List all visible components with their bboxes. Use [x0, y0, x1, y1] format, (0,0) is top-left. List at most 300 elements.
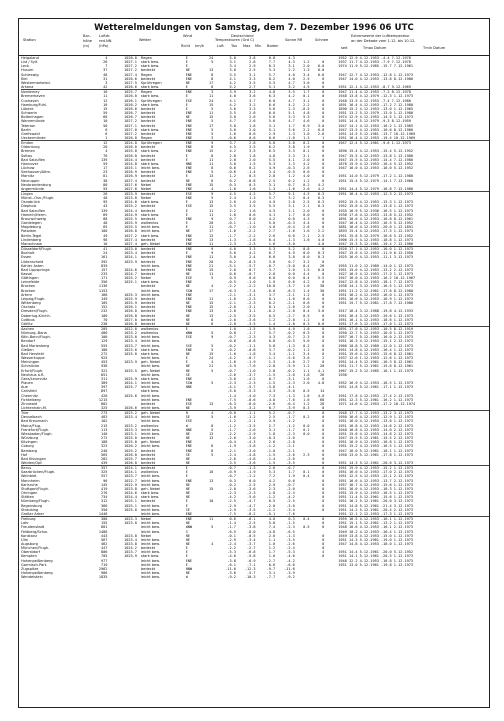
temp-max-cell: -3.8 — [266, 385, 276, 390]
temp-air-cell: 2.0 — [229, 200, 236, 205]
precipitation-cell: 6.9 — [303, 123, 310, 128]
station-height-cell: 851 — [101, 372, 108, 377]
station-height-cell: 155 — [101, 521, 108, 526]
extremes-cell: 1937 12.6 1.12.1953 -12.6 1.12.1973 — [338, 356, 414, 361]
temp-dew-cell: -1.0 — [246, 368, 256, 373]
pressure-cell: 1023.4 — [124, 537, 137, 542]
weather-cell: bedeckt — [140, 296, 156, 301]
temp-min-cell: 3.2 — [288, 85, 295, 90]
temp-dew-cell: -7.6 — [246, 364, 256, 369]
precipitation-cell: 2.3 — [303, 335, 310, 340]
snow-depth-cell: 0 — [322, 149, 325, 154]
temp-max-cell: 5.7 — [268, 72, 276, 77]
station-name-cell: Lübeck — [21, 106, 34, 111]
wind-speed-cell: 15 — [208, 204, 214, 209]
snow-depth-cell: 0 — [322, 174, 325, 179]
snow-depth-cell: 0 — [322, 157, 325, 162]
temp-dew-cell: -4.0 — [246, 393, 256, 398]
station-name-cell: Emden — [21, 141, 92, 146]
temp-min-cell: 0.6 — [288, 478, 295, 483]
snow-depth-cell: 4.1 — [317, 368, 325, 373]
station-name-cell: Meiningen — [21, 360, 40, 365]
wind-speed-cell: 5 — [211, 127, 214, 132]
weather-cell: leicht bew. — [140, 562, 160, 567]
header-boden: Boden — [267, 44, 279, 48]
weather-cell: stark bew. — [140, 102, 160, 107]
temp-air-cell: 0.3 — [229, 478, 236, 483]
temp-max-cell: 5.6 — [268, 119, 276, 124]
temp-air-cell: 4.7 — [229, 119, 236, 124]
extremes-cell: 1951 11.7 5.12.1961 -15.6 8.12.1961 — [338, 364, 414, 369]
temp-dew-cell: -6.9 — [246, 558, 256, 563]
temp-air-cell: -5.0 — [227, 389, 236, 394]
precipitation-cell: 2.0 — [303, 157, 310, 162]
temp-dew-cell: 2.6 — [249, 115, 256, 120]
snow-depth-cell: 0.0 — [317, 68, 325, 73]
temp-max-cell: 6.6 — [268, 102, 276, 107]
wind-direction-cell: WNW — [185, 525, 192, 530]
snow-depth-cell: 0.8 — [317, 72, 325, 77]
extremes-cell: 1951 16.0 4.12.1953 -18.3 1.12.1973 — [338, 486, 414, 491]
wind-direction-cell: SE — [185, 452, 190, 457]
pressure-cell: 1027.4 — [124, 178, 137, 183]
temp-max-cell: -1.5 — [266, 372, 276, 377]
station-name-cell: Lichtenhain-M. — [21, 405, 48, 410]
temp-max-cell: -7.7 — [266, 575, 276, 580]
station-height-cell: 139 — [101, 208, 108, 213]
station-height-cell: 26 — [92, 192, 109, 197]
temp-air-cell: -1.6 — [227, 415, 236, 420]
station-height-cell: 20 — [103, 145, 108, 150]
extremes-cell: 1947 15.5 4.12.1953 -14.4 7.12.1980 — [338, 157, 414, 162]
temp-dew-cell: 3.1 — [249, 309, 256, 314]
wind-direction-cell: ESE — [186, 192, 203, 197]
pressure-cell: 1027.4 — [124, 237, 137, 242]
station-name-cell: Schwerin — [21, 111, 38, 116]
station-name-cell: Augsburg — [21, 541, 38, 546]
snow-depth-cell: 4.0 — [317, 241, 325, 246]
weather-cell: stark bew. — [140, 389, 160, 394]
station-height-cell: 938 — [101, 364, 108, 369]
temp-max-cell: -0.7 — [266, 263, 276, 268]
station-height-cell: 806 — [101, 550, 108, 555]
snow-depth-cell: 0.0 — [317, 127, 325, 132]
wind-speed-cell: 17 — [208, 229, 214, 234]
precipitation-cell: 0.5 — [303, 389, 310, 394]
weather-cell: bedeckt — [139, 192, 186, 197]
wind-direction-cell: WNW — [185, 331, 192, 336]
station-height-cell: 282 — [101, 456, 108, 461]
station-name-cell: Freiburg — [21, 517, 92, 522]
header-luftdr: Luftdr. — [99, 34, 111, 38]
temp-dew-cell: 2.0 — [249, 157, 256, 162]
precipitation-cell: 0.2 — [303, 182, 310, 187]
weather-cell: bedeckt — [140, 461, 156, 465]
wind-speed-cell: 5 — [211, 60, 214, 65]
station-name-cell: Essen — [21, 255, 32, 260]
snow-depth-cell: 26 — [320, 372, 325, 377]
wind-speed-cell: 20 — [208, 259, 214, 264]
station-height-cell: 389 — [101, 381, 108, 386]
temp-air-cell: 0.8 — [229, 331, 236, 336]
extremes-cell: 1951 15.4 5.12.1979 -14.1 7.12.1980 — [338, 178, 414, 183]
extremes-cell: 1891 16.4 4.12.1953 -17.2 7.12.1980 — [338, 102, 414, 107]
snow-depth-cell: 0 — [310, 141, 325, 146]
temp-air-cell: 0.2 — [229, 178, 236, 183]
wind-direction-cell: NE — [185, 521, 190, 526]
wind-speed-cell: 11 — [208, 94, 214, 99]
station-name-cell: Cuxhaven — [21, 98, 39, 103]
temp-max-cell: -4.3 — [266, 389, 276, 394]
temp-dew-cell: -6.8 — [246, 550, 256, 555]
wind-direction-cell: ENE — [185, 216, 192, 221]
weather-cell: leicht bew. — [140, 575, 160, 580]
pressure-cell: 1025.9 — [124, 221, 137, 226]
pressure-cell: 1024.4 — [124, 208, 137, 213]
station-height-cell: 55 — [103, 186, 108, 191]
weather-cell: Nebel — [140, 182, 152, 187]
snow-depth-cell: 0 — [322, 119, 325, 124]
extremes-cell: 1951 16.2 5.12.1961 -20.0 3.12.1973 — [338, 499, 414, 504]
temp-max-cell: -1.0 — [266, 448, 276, 453]
pressure-cell: 1024.0 — [124, 200, 137, 205]
temp-min-cell: -2.0 — [286, 486, 295, 491]
station-name-cell: Plauen — [21, 381, 33, 386]
station-height-cell: 1446 — [98, 511, 108, 516]
precipitation-cell: 1.1 — [303, 368, 310, 373]
extremes-cell: 1893 15.4 4.12.1953 -17.5 1.12.1973 — [338, 229, 414, 234]
wind-direction-cell: E — [185, 200, 188, 205]
station-height-cell: 188 — [101, 440, 108, 445]
temp-max-cell: -4.0 — [266, 397, 276, 402]
temp-min-cell: 3.6 — [288, 127, 295, 132]
temp-air-cell: 5.0 — [229, 251, 236, 256]
temp-min-cell: 0.2 — [288, 178, 295, 183]
temp-air-cell: -3.9 — [227, 405, 236, 410]
temp-max-cell: 5.7 — [268, 331, 276, 336]
extremes-cell: 1951 16.0 4.12.1953 -13.6 1.12.1973 — [338, 419, 414, 424]
temp-dew-cell: 3.5 — [249, 204, 256, 209]
temp-air-cell: -6.5 — [227, 529, 236, 534]
weather-cell: leicht bew. — [140, 474, 160, 479]
wind-speed-cell: 15 — [208, 267, 214, 272]
snow-depth-cell: 0 — [322, 259, 325, 264]
weather-cell: wolkenlos — [140, 221, 159, 226]
extremes-cell: 1952 16.9 4.12.1953 -16.5 1.12.1973 — [338, 381, 414, 386]
precipitation-cell: 2.0 — [303, 208, 310, 213]
temp-max-cell: -1.5 — [266, 461, 276, 465]
temp-min-cell: -2.1 — [286, 448, 295, 453]
temp-max-cell: 0.5 — [268, 313, 276, 318]
station-name-cell: Kassel — [21, 271, 33, 276]
wind-speed-cell: 13 — [208, 200, 214, 205]
extremes-cell: 1951 12.3 5.12.1961 -16.2 1.12.1973 — [338, 397, 414, 402]
temp-dew-cell: -4.3 — [246, 440, 256, 445]
temp-max-cell: 7.3 — [268, 393, 276, 398]
precipitation-cell: 2.5 — [303, 76, 310, 81]
weather-cell: bedeckt — [140, 267, 156, 272]
station-height-cell: 325 — [101, 405, 108, 410]
pressure-cell: 1024.4 — [124, 495, 137, 500]
wind-direction-cell: NE — [185, 68, 190, 73]
precipitation-cell: 0.6 — [303, 296, 310, 301]
station-height-cell: 26 — [103, 60, 108, 65]
weather-cell: Nebel — [139, 517, 186, 522]
pressure-cell: 1025.3 — [124, 292, 137, 297]
extremes-cell: 1951 16.3 4.12.1953 -15.1 2.12.1973 — [338, 339, 414, 344]
station-height-cell: 232 — [101, 309, 108, 314]
precipitation-cell: 3.1 — [303, 153, 310, 158]
pressure-cell: 1026.0 — [124, 461, 137, 465]
station-height-cell: 882 — [101, 401, 108, 406]
snow-depth-cell: 1 — [322, 135, 325, 140]
station-name-cell: Hameln/Herm. — [21, 212, 47, 217]
temp-air-cell: 0.9 — [229, 276, 236, 281]
temp-min-cell: 0.0 — [288, 233, 295, 238]
station-height-cell: 149 — [101, 296, 108, 301]
temp-dew-cell: -0.8 — [246, 339, 256, 344]
pressure-cell: 1023.7 — [124, 343, 137, 348]
snow-depth-cell: 0 — [322, 296, 325, 301]
precipitation-cell: 0.3 — [303, 321, 310, 326]
temp-max-cell: 1.0 — [268, 554, 276, 559]
station-height-cell: 12 — [103, 98, 108, 103]
temp-min-cell: -0.3 — [286, 166, 295, 171]
wind-direction-cell: ENE — [185, 145, 192, 150]
weather-cell: Nebel — [140, 186, 152, 191]
document-page — [18, 18, 490, 708]
extremes-cell: 1951 14.0 5.12.1979 -17.2 1.12.1980 — [338, 174, 414, 179]
station-height-cell: 85 — [103, 225, 108, 230]
weather-cell: bedeckt — [140, 436, 156, 441]
temp-dew-cell: -3.8 — [246, 444, 256, 449]
temp-air-cell: 3.6 — [229, 106, 236, 111]
precipitation-cell: 1.2 — [303, 178, 310, 183]
temp-air-cell: 3.8 — [229, 123, 236, 128]
station-name-cell: Westermarkelsd. — [21, 80, 51, 85]
wind-speed-cell: 11 — [208, 225, 214, 230]
temp-min-cell: 0.3 — [275, 517, 295, 522]
wind-direction-cell: ENE — [185, 182, 192, 187]
precipitation-cell: 3.4 — [303, 351, 310, 356]
snow-depth-cell: 0 — [322, 208, 325, 213]
temp-dew-cell: -1.8 — [246, 351, 256, 356]
pressure-cell: 1027.4 — [124, 72, 137, 77]
precipitation-cell: 1.6 — [303, 397, 310, 402]
precipitation-cell: 0.4 — [295, 517, 310, 522]
extremes-cell: 1951 14.3 5.12.1961 -19.0 1.12.1973 — [338, 537, 414, 542]
temp-min-cell: -3.1 — [286, 376, 295, 381]
extremes-cell: 1951 15.2 4.12.1953 -16.5 1.12.1973 — [338, 444, 414, 449]
precipitation-cell: 1.8 — [303, 393, 310, 398]
temp-air-cell: -0.9 — [227, 470, 236, 475]
temp-min-cell: -2.4 — [286, 491, 295, 496]
temp-dew-cell: -0.8 — [246, 178, 256, 183]
pressure-cell: 1027.2 — [124, 64, 137, 69]
weather-cell: Regen — [139, 90, 186, 95]
station-height-cell: 152 — [101, 305, 108, 310]
temp-max-cell: 5.1 — [268, 127, 276, 132]
temp-max-cell: 6.3 — [268, 94, 276, 99]
extremes-cell: 1951 14.8 4.12.1953 -16.4 1.12.1973 — [338, 347, 414, 352]
temp-min-cell: -3.0 — [286, 241, 295, 246]
weather-cell: leicht bew. — [140, 229, 160, 234]
temp-dew-cell: -3.1 — [246, 292, 256, 297]
temp-air-cell: -0.5 — [227, 280, 236, 285]
precipitation-cell: 0.1 — [303, 470, 310, 475]
temp-min-cell: -2.6 — [286, 456, 295, 461]
temp-air-cell: 3.1 — [229, 60, 236, 65]
temp-air-cell: 1.0 — [216, 327, 236, 332]
header-extrem2: an der Dekade vom 1.12. bis 10.12. — [351, 39, 416, 43]
temp-dew-cell: 2.6 — [249, 119, 256, 124]
pressure-cell: 1025.7 — [124, 385, 137, 390]
station-height-cell: 273 — [92, 411, 109, 416]
temp-max-cell: 2.8 — [268, 368, 276, 373]
temp-dew-cell: 1.3 — [249, 196, 256, 201]
station-name-cell: Nürburg.-Barw. — [21, 331, 48, 336]
temp-max-cell: -1.5 — [266, 381, 276, 386]
table-row — [21, 575, 489, 579]
wind-speed-cell: 5 — [211, 381, 214, 386]
temp-dew-cell: -3.6 — [246, 317, 256, 322]
temp-dew-cell: 0.7 — [249, 267, 256, 272]
station-height-cell: 925 — [101, 356, 108, 361]
temp-max-cell: 2.6 — [256, 466, 276, 471]
precipitation-cell: 2.0 — [303, 381, 310, 386]
station-height-cell: 70 — [103, 317, 108, 322]
temp-dew-cell: -2.6 — [246, 427, 256, 432]
station-height-cell: 233 — [101, 271, 108, 276]
weather-cell: leicht bew. — [140, 372, 160, 377]
pressure-cell: 1027.6 — [124, 186, 137, 191]
snow-depth-cell: 0.0 — [317, 64, 325, 69]
pressure-cell: 1027.0 — [124, 317, 137, 322]
weather-cell: leicht bew. — [140, 415, 160, 420]
temp-min-cell: -3.9 — [286, 571, 295, 576]
wind-speed-cell: 8 — [211, 145, 214, 150]
snow-depth-cell: 20 — [320, 364, 325, 369]
temp-min-cell: -7.6 — [286, 511, 295, 516]
temp-air-cell: -6.3 — [227, 288, 236, 293]
weather-cell: bedeckt — [140, 259, 156, 264]
temp-dew-cell: 0.6 — [249, 276, 256, 281]
temp-max-cell: 5.5 — [268, 157, 276, 162]
temp-air-cell: -1.2 — [227, 423, 236, 428]
temp-max-cell: 4.3 — [268, 335, 276, 340]
station-height-cell: 1 — [105, 135, 108, 140]
temp-min-cell: 3.8 — [288, 145, 295, 150]
extremes-cell: 1928 17.1 4.12.1953 -10.0 1.12.1973 — [324, 247, 489, 252]
snow-depth-cell: 0 — [322, 331, 325, 336]
extremes-cell: 1947 14.0 4.12.1953 -13.8 8.12.1980 — [338, 76, 414, 81]
station-height-cell: 129 — [101, 339, 108, 344]
extremes-cell: 1966 10.8 3.12.1989 -12.0 1.12.1973 — [338, 343, 414, 348]
wind-speed-cell: 5 — [211, 106, 214, 111]
wind-direction-cell: NE — [185, 313, 190, 318]
pressure-cell: 1026.6 — [124, 106, 137, 111]
weather-cell: leicht bew. — [140, 444, 160, 449]
weather-cell: bedeckt — [140, 178, 156, 183]
station-height-cell: 6 — [105, 127, 108, 132]
weather-cell: Sprühregen — [140, 80, 162, 85]
temp-min-cell: -5.6 — [286, 356, 295, 361]
temp-dew-cell: -2.3 — [246, 241, 256, 246]
precipitation-cell: 3.1 — [303, 98, 310, 103]
wind-speed-cell: 9 — [203, 247, 217, 252]
temp-dew-cell: 2.9 — [249, 64, 256, 69]
station-name-cell: Bad Marienberg — [21, 343, 50, 348]
wind-speed-cell: 24 — [208, 56, 214, 60]
extremes-cell: 1971 14.6 4.12.1953 -17.2 10.12.1974 — [338, 401, 416, 406]
temp-max-cell: 1.7 — [268, 550, 276, 555]
temp-min-cell: -1.7 — [286, 415, 295, 420]
wind-speed-cell: 20 — [208, 221, 214, 226]
weather-cell: leicht bew. — [140, 356, 160, 361]
pressure-cell: 1024.2 — [124, 546, 137, 551]
temp-air-cell: -2.2 — [227, 431, 236, 436]
temp-min-cell: -2.1 — [286, 292, 295, 297]
pressure-cell — [109, 575, 138, 579]
precipitation-cell: 0.1 — [303, 94, 310, 99]
temp-min-cell: -1.3 — [286, 343, 295, 348]
pressure-cell: 1023.2 — [124, 423, 137, 428]
temp-air-cell: 0.3 — [229, 182, 236, 187]
temp-max-cell: 5.6 — [268, 115, 276, 120]
temp-min-cell: 4.0 — [288, 76, 295, 81]
temp-dew-cell: 0.3 — [249, 182, 256, 187]
precipitation-cell: 0.4 — [303, 474, 310, 479]
temp-min-cell: -0.7 — [286, 482, 295, 487]
temp-max-cell: 2.8 — [268, 271, 276, 276]
temp-dew-cell: -5.7 — [246, 571, 256, 576]
extremes-cell: 1948 16.6 4.12.1953 -16.1 2.12.1973 — [338, 525, 414, 530]
wind-speed-cell: 11 — [208, 296, 214, 301]
station-name-cell: Teterow — [21, 123, 35, 128]
snow-depth-cell — [310, 575, 325, 579]
temp-dew-cell: -1.0 — [246, 225, 256, 230]
temp-min-cell: -5.0 — [286, 263, 295, 268]
wind-speed-cell: 4 — [211, 541, 214, 546]
header-wind: Wind — [183, 34, 193, 38]
snow-depth-cell: 0 — [322, 351, 325, 356]
header-seit: seit — [341, 46, 348, 50]
temp-max-cell: 5.7 — [268, 196, 276, 201]
snow-depth-cell: 0 — [322, 170, 325, 175]
snow-depth-cell: 0 — [322, 456, 325, 461]
snow-depth-cell: 0 — [310, 517, 325, 522]
extremes-cell: 1951 16.4 3.12.1953 -19.6 1.12.1973 — [338, 313, 414, 318]
temp-max-cell: 4.9 — [268, 200, 276, 205]
station-name-cell: Bremen — [21, 149, 35, 154]
temp-max-cell: 2.7 — [268, 229, 276, 234]
weather-cell: bedeckt — [140, 145, 156, 150]
wind-direction-cell: NE — [185, 80, 190, 85]
station-height-cell: 49 — [103, 233, 108, 238]
pressure-cell: 1022.9 — [124, 482, 137, 487]
weather-cell: leicht bew. — [140, 521, 160, 526]
pressure-cell: 1026.9 — [124, 174, 137, 179]
snow-depth-cell: 0 — [322, 448, 325, 453]
snow-depth-cell: 0 — [322, 360, 325, 365]
station-height-cell: 357 — [92, 466, 109, 471]
temp-max-cell: 5.8 — [268, 521, 276, 526]
snow-depth-cell: 0 — [322, 85, 325, 90]
temp-air-cell: -3.6 — [227, 571, 236, 576]
weather-cell: leicht bew. — [140, 482, 160, 487]
temp-dew-cell: -5.8 — [246, 554, 256, 559]
pressure-cell: 1026.6 — [124, 405, 137, 410]
